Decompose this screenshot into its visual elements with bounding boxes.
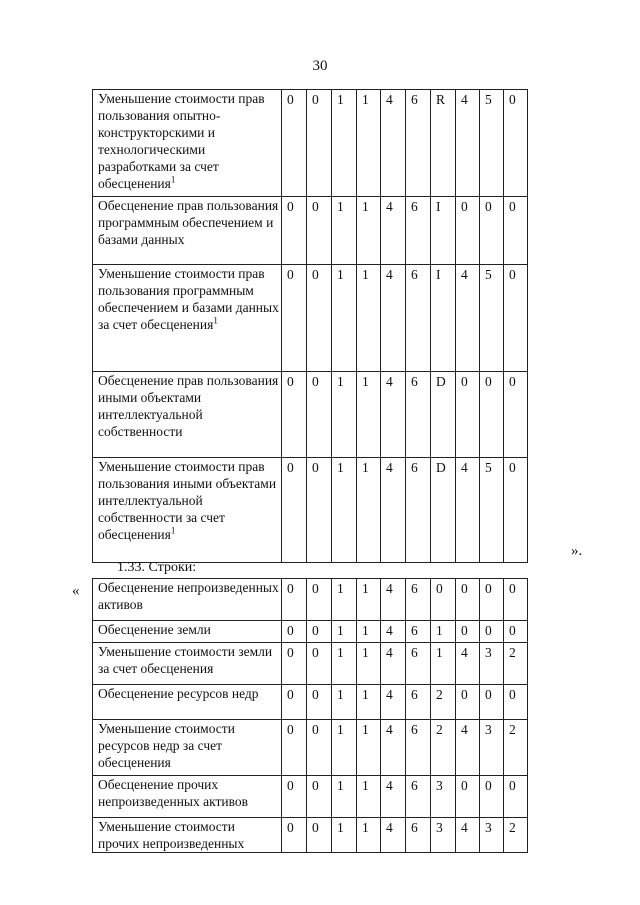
code-digit-cell: 6	[406, 818, 431, 853]
code-digit-cell: 4	[381, 776, 406, 818]
code-digit-cell: 0	[431, 579, 456, 621]
table-row	[93, 90, 528, 197]
row-label: Уменьшение стоимости прочих непроизведенных	[98, 819, 245, 851]
code-digit-cell: 0	[282, 621, 307, 643]
code-digit-cell: 0	[307, 776, 332, 818]
code-digit-cell: 1	[357, 90, 381, 197]
code-digit-cell: 4	[381, 90, 406, 197]
codes-table-new-rows	[92, 578, 528, 853]
code-digit-cell: 6	[406, 685, 431, 720]
code-digit-cell: 1	[357, 720, 381, 776]
table-row	[93, 579, 528, 621]
table-row	[93, 776, 528, 818]
code-digit-cell: 0	[456, 372, 480, 458]
code-digit-cell: 1	[332, 621, 357, 643]
code-digit-cell: 0	[307, 458, 332, 563]
code-digit-cell: 0	[282, 197, 307, 265]
code-digit-cell: 0	[480, 197, 504, 265]
code-digit-cell: 4	[381, 372, 406, 458]
code-digit-cell: 2	[504, 720, 528, 776]
code-digit-cell: 4	[381, 621, 406, 643]
footnote-marker: 1	[170, 525, 176, 536]
code-digit-cell: 0	[504, 265, 528, 372]
table-row	[93, 372, 528, 458]
code-digit-cell: 3	[480, 720, 504, 776]
code-digit-cell: 0	[307, 685, 332, 720]
code-digit-cell: 0	[307, 818, 332, 853]
row-label-cell	[93, 621, 282, 643]
code-digit-cell: 0	[307, 90, 332, 197]
code-digit-cell: 0	[504, 90, 528, 197]
code-digit-cell: 0	[504, 458, 528, 563]
code-digit-cell: 0	[456, 685, 480, 720]
code-digit-cell: I	[431, 265, 456, 372]
code-digit-cell: 1	[357, 197, 381, 265]
code-digit-cell: 0	[282, 372, 307, 458]
code-digit-cell: 3	[431, 818, 456, 853]
table-row	[93, 685, 528, 720]
code-digit-cell: 1	[332, 643, 357, 685]
code-digit-cell: 0	[307, 197, 332, 265]
row-label: Уменьшение стоимости прав пользования опытно-конструкторскими и технологическими разработками за счет обесценения	[98, 91, 265, 191]
table-row	[93, 265, 528, 372]
row-label-cell	[93, 643, 282, 685]
code-digit-cell: 0	[282, 776, 307, 818]
section-heading: 1.33. Строки:	[117, 560, 197, 575]
code-digit-cell: 2	[504, 818, 528, 853]
code-digit-cell: 1	[431, 643, 456, 685]
code-digit-cell: 1	[357, 776, 381, 818]
code-digit-cell: 6	[406, 197, 431, 265]
code-digit-cell: 0	[307, 372, 332, 458]
table-row	[93, 818, 528, 853]
code-digit-cell: 6	[406, 265, 431, 372]
code-digit-cell: 4	[456, 458, 480, 563]
code-digit-cell: 4	[381, 197, 406, 265]
code-digit-cell: 6	[406, 720, 431, 776]
code-digit-cell: 0	[282, 265, 307, 372]
row-label: Уменьшение стоимости прав пользования иными объектами интеллектуальной собственности за счет обесценения	[98, 459, 277, 542]
code-digit-cell: 1	[332, 458, 357, 563]
code-digit-cell: 1	[357, 579, 381, 621]
code-digit-cell: 2	[504, 643, 528, 685]
code-digit-cell: D	[431, 372, 456, 458]
code-digit-cell: 1	[431, 621, 456, 643]
code-digit-cell: 5	[480, 90, 504, 197]
row-label: Обесценение земли	[98, 622, 211, 637]
opening-quote: «	[72, 583, 80, 599]
code-digit-cell: 0	[307, 265, 332, 372]
row-label-cell	[93, 90, 282, 197]
code-digit-cell: 0	[282, 818, 307, 853]
row-label: Обесценение прав пользования программным обеспечением и базами данных	[98, 198, 279, 247]
code-digit-cell: 0	[282, 685, 307, 720]
code-digit-cell: 1	[332, 579, 357, 621]
code-digit-cell: 3	[480, 818, 504, 853]
code-digit-cell: 4	[381, 643, 406, 685]
code-digit-cell: 1	[332, 90, 357, 197]
code-digit-cell: 6	[406, 372, 431, 458]
footnote-marker: 1	[170, 174, 176, 185]
code-digit-cell: 6	[406, 90, 431, 197]
code-digit-cell: 4	[456, 720, 480, 776]
row-label-cell	[93, 372, 282, 458]
code-digit-cell: 0	[504, 621, 528, 643]
code-digit-cell: 0	[307, 621, 332, 643]
code-digit-cell: 0	[282, 643, 307, 685]
code-digit-cell: 1	[332, 818, 357, 853]
row-label-cell	[93, 685, 282, 720]
code-digit-cell: 6	[406, 643, 431, 685]
code-digit-cell: 0	[282, 90, 307, 197]
code-digit-cell: 1	[332, 372, 357, 458]
code-digit-cell: 1	[357, 685, 381, 720]
code-digit-cell: D	[431, 458, 456, 563]
row-label: Уменьшение стоимости земли за счет обесценения	[98, 644, 273, 676]
code-digit-cell: 1	[357, 818, 381, 853]
row-label: Уменьшение стоимости прав пользования программным обеспечением и базами данных за счет обесценения	[98, 266, 279, 332]
row-label-cell	[93, 265, 282, 372]
code-digit-cell: 0	[504, 685, 528, 720]
code-digit-cell: 4	[456, 818, 480, 853]
table-row	[93, 643, 528, 685]
code-digit-cell: 1	[332, 776, 357, 818]
table-row	[93, 197, 528, 265]
code-digit-cell: 4	[381, 579, 406, 621]
code-digit-cell: 1	[332, 265, 357, 372]
code-digit-cell: 1	[357, 643, 381, 685]
row-label: Обесценение непроизведенных активов	[98, 580, 279, 612]
code-digit-cell: 1	[332, 685, 357, 720]
code-digit-cell: 2	[431, 720, 456, 776]
code-digit-cell: 0	[456, 579, 480, 621]
page-number: 30	[312, 58, 328, 74]
code-digit-cell: 6	[406, 776, 431, 818]
code-digit-cell: 1	[357, 372, 381, 458]
code-digit-cell: 0	[456, 197, 480, 265]
code-digit-cell: 4	[381, 265, 406, 372]
table-row	[93, 458, 528, 563]
code-digit-cell: 6	[406, 579, 431, 621]
code-digit-cell: 3	[480, 643, 504, 685]
code-digit-cell: 0	[504, 776, 528, 818]
code-digit-cell: 0	[282, 579, 307, 621]
code-digit-cell: 4	[381, 720, 406, 776]
row-label: Уменьшение стоимости ресурсов недр за счет обесценения	[98, 721, 235, 770]
code-digit-cell: 0	[456, 776, 480, 818]
code-digit-cell: 0	[480, 776, 504, 818]
code-digit-cell: 4	[381, 818, 406, 853]
row-label-cell	[93, 197, 282, 265]
code-digit-cell: 6	[406, 458, 431, 563]
code-digit-cell: 0	[480, 579, 504, 621]
code-digit-cell: 0	[504, 372, 528, 458]
code-digit-cell: 0	[480, 685, 504, 720]
row-label-cell	[93, 720, 282, 776]
code-digit-cell: 0	[480, 372, 504, 458]
code-digit-cell: 0	[307, 643, 332, 685]
row-label: Обесценение ресурсов недр	[98, 686, 259, 701]
code-digit-cell: 0	[504, 197, 528, 265]
footnote-marker: 1	[213, 315, 218, 326]
code-digit-cell: I	[431, 197, 456, 265]
code-digit-cell: 0	[282, 458, 307, 563]
code-digit-cell: 1	[357, 621, 381, 643]
code-digit-cell: 1	[332, 720, 357, 776]
code-digit-cell: 6	[406, 621, 431, 643]
code-digit-cell: 2	[431, 685, 456, 720]
table-row	[93, 621, 528, 643]
code-digit-cell: 0	[282, 720, 307, 776]
code-digit-cell: R	[431, 90, 456, 197]
code-digit-cell: 0	[456, 621, 480, 643]
code-digit-cell: 4	[456, 90, 480, 197]
code-digit-cell: 0	[504, 579, 528, 621]
code-digit-cell: 1	[357, 458, 381, 563]
code-digit-cell: 4	[381, 685, 406, 720]
code-digit-cell: 0	[480, 621, 504, 643]
row-label: Обесценение прав пользования иными объектами интеллектуальной собственности	[98, 373, 279, 439]
row-label-cell	[93, 458, 282, 563]
code-digit-cell: 4	[456, 265, 480, 372]
code-digit-cell: 1	[332, 197, 357, 265]
codes-table-continued	[92, 89, 528, 563]
closing-quote: ».	[571, 543, 583, 559]
code-digit-cell: 5	[480, 458, 504, 563]
code-digit-cell: 0	[307, 579, 332, 621]
code-digit-cell: 4	[456, 643, 480, 685]
row-label-cell	[93, 776, 282, 818]
code-digit-cell: 3	[431, 776, 456, 818]
row-label-cell	[93, 818, 282, 853]
code-digit-cell: 5	[480, 265, 504, 372]
row-label-cell	[93, 579, 282, 621]
table-row	[93, 720, 528, 776]
code-digit-cell: 0	[307, 720, 332, 776]
code-digit-cell: 1	[357, 265, 381, 372]
code-digit-cell: 4	[381, 458, 406, 563]
row-label: Обесценение прочих непроизведенных активов	[98, 777, 249, 809]
